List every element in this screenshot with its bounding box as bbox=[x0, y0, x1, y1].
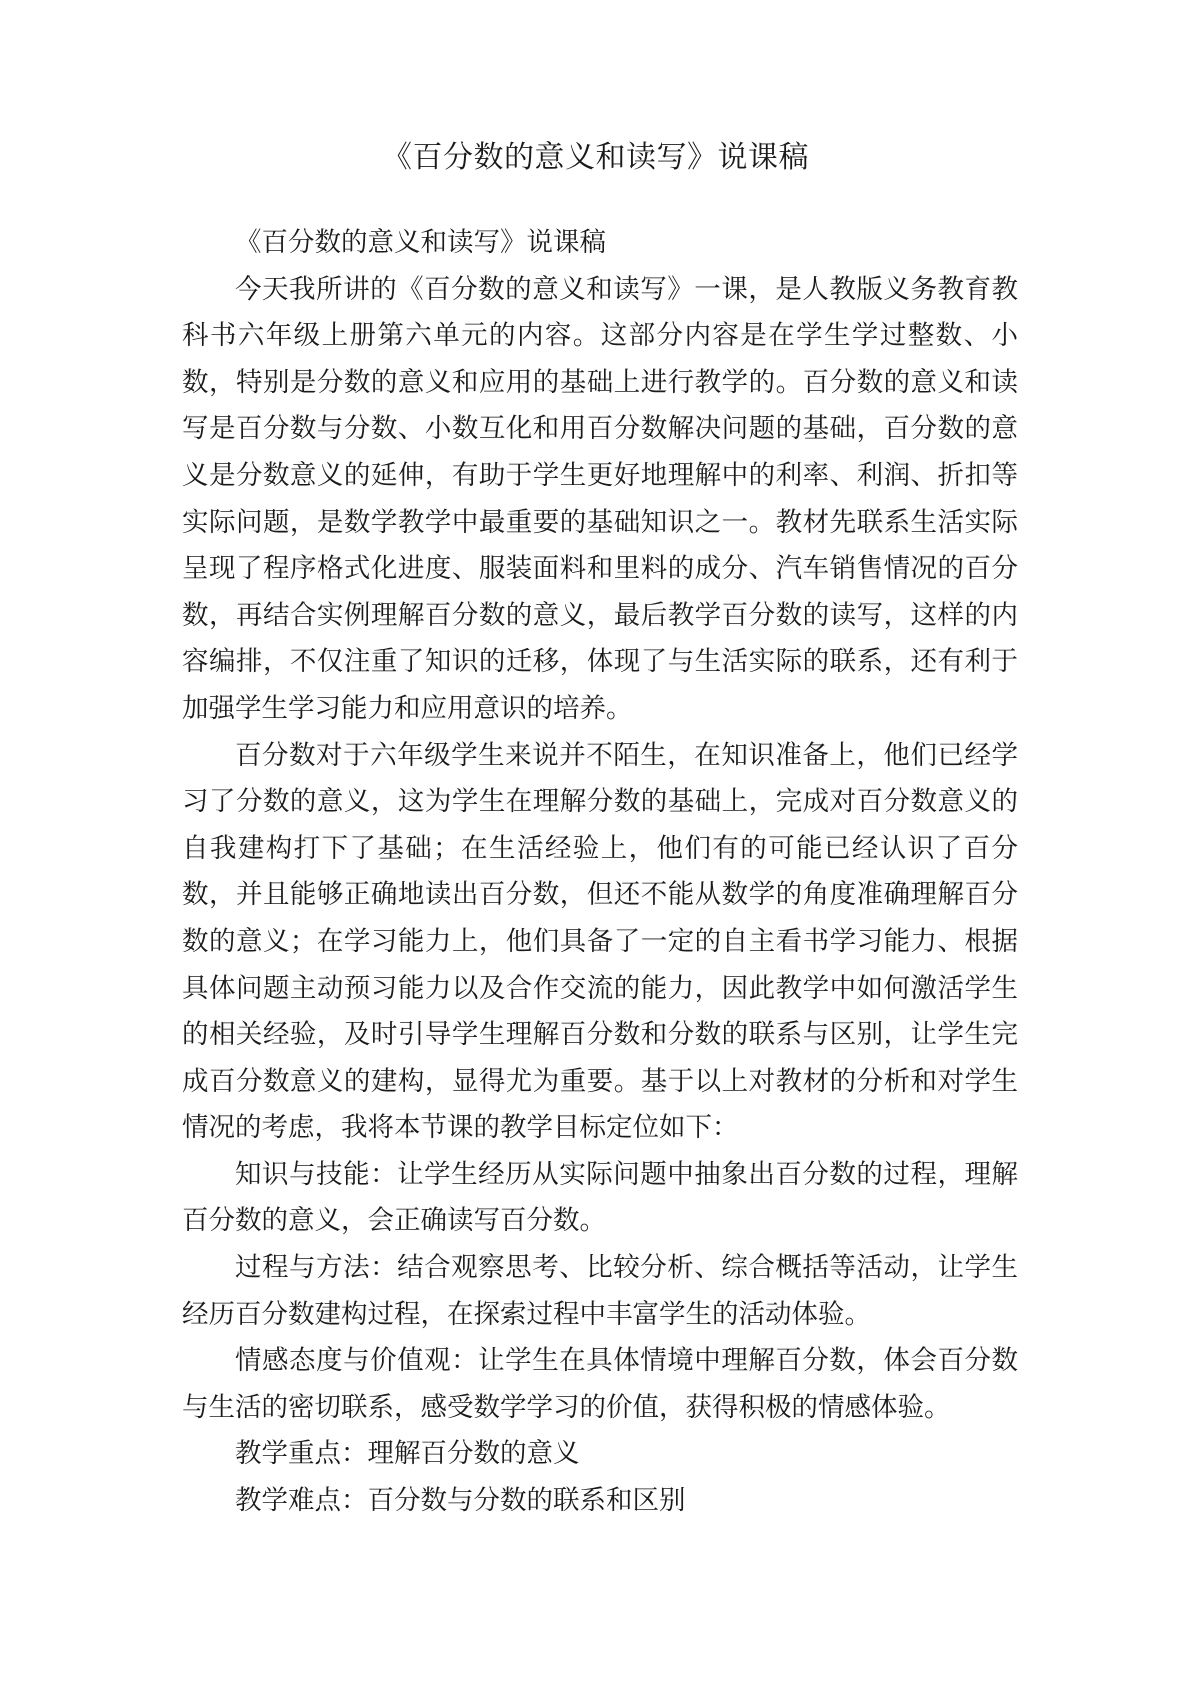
document-body bbox=[182, 220, 1018, 1525]
document-subtitle: 《百分数的意义和读写》说课稿 bbox=[235, 227, 606, 258]
document-title: 《百分数的意义和读写》说课稿 bbox=[382, 140, 809, 175]
paragraph-process-method: 过程与方法：结合观察思考、比较分析、综合概括等活动，让学生经历百分数建构过程，在探索过程中丰富学生的活动体验。 bbox=[182, 1252, 1018, 1330]
paragraph-difficult-point: 教学难点：百分数与分数的联系和区别 bbox=[235, 1485, 686, 1517]
paragraph-emotion-values: 情感态度与价值观：让学生在具体情境中理解百分数，体会百分数与生活的密切联系，感受数学学习的价值，获得积极的情感体验。 bbox=[182, 1345, 1018, 1423]
paragraph-student-analysis: 百分数对于六年级学生来说并不陌生，在知识准备上，他们已经学习了分数的意义，这为学生在理解分数的基础上，完成对百分数意义的自我建构打下了基础；在生活经验上，他们有的可能已经认识了百分数，并且能够正确地读出百分数，但还不能从数学的角度准确理解百分数的意义；在学习能力上，他们具备了一定的自主看书学习能力、根据具体问题主动预习能力以及合作交流的能力，因此教学中如何激活学生的相关经验，及时引导学生理解百分数和分数的联系与区别，让学生完成百分数意义的建构，显得尤为重要。基于以上对教材的分析和对学生情况的考虑，我将本节课的教学目标定位如下： bbox=[182, 739, 1018, 1144]
paragraph-knowledge-skills: 知识与技能：让学生经历从实际问题中抽象出百分数的过程，理解百分数的意义，会正确读写百分数。 bbox=[182, 1158, 1018, 1237]
paragraph-intro: 今天我所讲的《百分数的意义和读写》一课，是人教版义务教育教科书六年级上册第六单元的内容。这部分内容是在学生学过整数、小数，特别是分数的意义和应用的基础上进行教学的。百分数的意义和读写是百分数与分数、小数互化和用百分数解决问题的基础，百分数的意义是分数意义的延伸，有助于学生更好地理解中的利率、利润、折扣等实际问题，是数学教学中最重要的基础知识之一。教材先联系生活实际呈现了程序格式化进度、服装面料和里料的成分、汽车销售情况的百分数，再结合实例理解百分数的意义，最后教学百分数的读写，这样的内容编排，不仅注重了知识的迁移，体现了与生活实际的联系，还有利于加强学生学习能力和应用意识的培养。 bbox=[182, 273, 1018, 724]
paragraph-key-point: 教学重点：理解百分数的意义 bbox=[235, 1438, 580, 1470]
